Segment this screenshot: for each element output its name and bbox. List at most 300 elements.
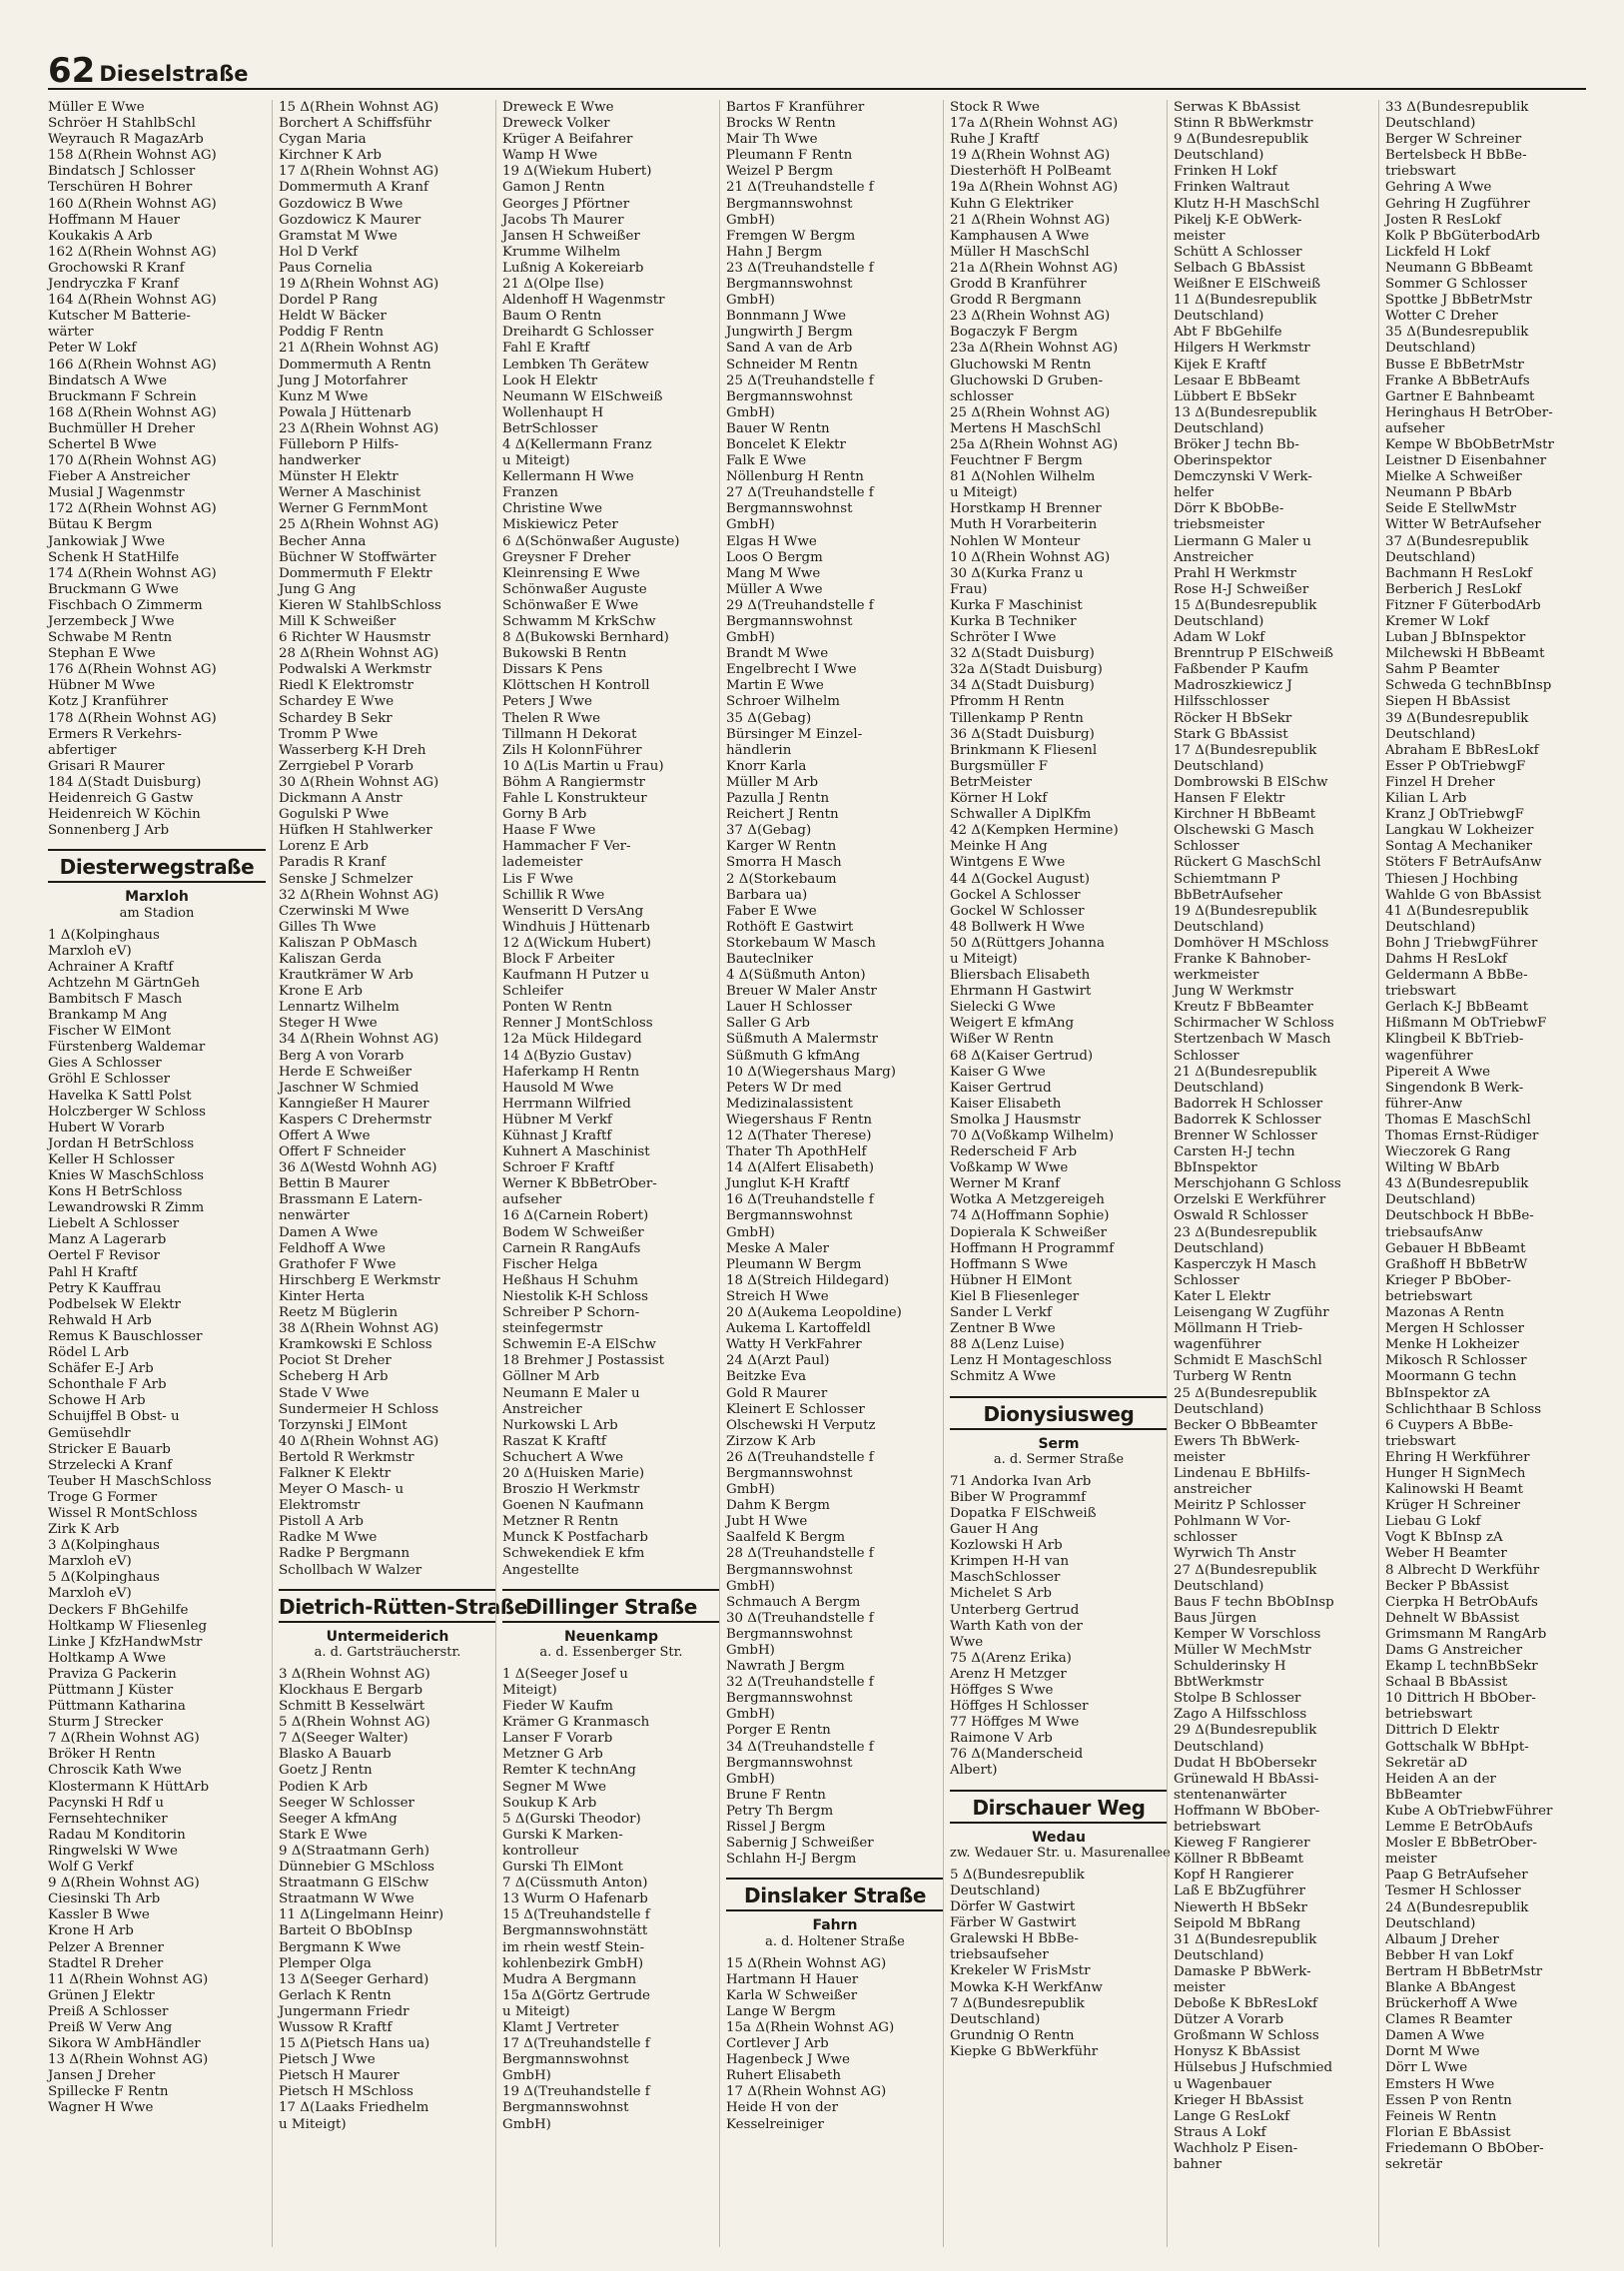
- directory-entry: Kiel B Fliesenleger: [950, 1288, 1080, 1304]
- directory-entry: 17 Δ(Rhein Wohnst AG): [279, 164, 439, 180]
- directory-entry: Dünnebier G MSchloss: [279, 1860, 435, 1876]
- directory-entry: Deutschland): [1174, 614, 1264, 629]
- directory-entry: Jordan H BetrSchloss: [48, 1136, 195, 1151]
- directory-entry: Broszio H Werkmstr: [502, 1482, 640, 1498]
- directory-entry: Becker P BbAssist: [1385, 1578, 1509, 1594]
- directory-entry: 4 Δ(Kellermann Franz: [502, 436, 652, 452]
- directory-entry: betriebswart: [1385, 1707, 1473, 1723]
- directory-entry: Kutscher M Batterie-: [48, 309, 191, 325]
- directory-entry: Achtzehn M GärtnGeh: [48, 975, 200, 991]
- column-6: [1167, 100, 1379, 2247]
- directory-entry: Munck K Postfacharb: [502, 1530, 648, 1546]
- directory-entry: 16 Δ(Carnein Robert): [502, 1208, 649, 1224]
- directory-entry: 37 Δ(Bundesrepublik: [1385, 533, 1529, 549]
- directory-entry: Heiden A an der: [1385, 1771, 1496, 1787]
- directory-entry: Feuchtner F Bergm: [950, 453, 1083, 469]
- directory-entry: betriebswart: [1385, 1288, 1473, 1304]
- directory-entry: kohlenbezirk GmbH): [502, 1955, 644, 1971]
- directory-entry: Lickfeld H Lokf: [1385, 244, 1490, 260]
- directory-entry: meister: [1174, 1979, 1225, 1995]
- directory-entry: 37 Δ(Gebag): [726, 823, 812, 839]
- directory-entry: Podwalski A Werkmstr: [279, 662, 431, 678]
- directory-entry: Seipold M BbRang: [1174, 1915, 1301, 1931]
- directory-entry: 17 Δ(Treuhandstelle f: [502, 2036, 650, 2052]
- directory-entry: Zirzow K Arb: [726, 1433, 816, 1449]
- directory-entry: 21 Δ(Rhein Wohnst AG): [950, 212, 1111, 228]
- directory-entry: Lemme E BetrObAufs: [1385, 1820, 1533, 1836]
- directory-entry: 74 Δ(Hoffmann Sophie): [950, 1208, 1110, 1224]
- directory-entry: Rose H-J Schweißer: [1174, 581, 1309, 597]
- directory-entry: Dehnelt W BbAssist: [1385, 1610, 1520, 1626]
- directory-entry: Kesselreiniger: [726, 2116, 824, 2132]
- directory-entry: Wintgens E Wwe: [950, 855, 1066, 871]
- directory-entry: 6 Richter W Hausmstr: [279, 630, 430, 646]
- directory-entry: Ruhe J Kraftf: [950, 132, 1039, 148]
- directory-entry: Wwe: [950, 1634, 984, 1650]
- directory-entry: Lesaar E BbBeamt: [1174, 373, 1300, 388]
- directory-entry: Jung J Motorfahrer: [279, 373, 407, 388]
- directory-entry: Fischer Helga: [502, 1256, 598, 1272]
- directory-entry: Paus Cornelia: [279, 260, 373, 276]
- directory-entry: Deutschland): [1385, 116, 1476, 132]
- column-1: [48, 100, 266, 2247]
- directory-entry: 71 Andorka Ivan Arb: [950, 1473, 1092, 1489]
- directory-entry: BbBeamter: [1385, 1787, 1462, 1803]
- directory-entry: 32 Δ(Rhein Wohnst AG): [279, 887, 439, 903]
- directory-entry: Laß E BbZugführer: [1174, 1884, 1305, 1899]
- directory-entry: 20 Δ(Aukema Leopoldine): [726, 1305, 902, 1321]
- directory-entry: Sontag A Mechaniker: [1385, 839, 1533, 855]
- directory-entry: Clames R Beamter: [1385, 2012, 1512, 2028]
- directory-entry: Keller H Schlosser: [48, 1151, 175, 1167]
- directory-entry: 36 Δ(Stadt Duisburg): [950, 726, 1095, 742]
- directory-entry: Kotz J Kranführer: [48, 694, 168, 710]
- street-location: am Stadion: [119, 905, 195, 921]
- directory-entry: Frau): [950, 581, 988, 597]
- directory-entry: Czerwinski M Wwe: [279, 903, 409, 919]
- directory-entry: Moormann G techn: [1385, 1369, 1517, 1385]
- directory-entry: Klöttschen H Kontroll: [502, 678, 650, 694]
- directory-entry: Faßbender P Kaufm: [1174, 662, 1309, 678]
- directory-entry: Bergmannswohnstätt: [502, 1923, 648, 1939]
- directory-entry: Schleifer: [502, 984, 564, 1000]
- directory-entry: Jerzembeck J Wwe: [48, 614, 175, 629]
- directory-entry: Bergmannswohnst: [726, 1755, 853, 1771]
- directory-entry: Mertens H MaschSchl: [950, 420, 1102, 436]
- directory-entry: Jung G Ang: [279, 581, 357, 597]
- directory-entry: Bürsinger M Einzel-: [726, 726, 863, 742]
- directory-entry: Baus F techn BbObInsp: [1174, 1594, 1334, 1610]
- directory-entry: Emsters H Wwe: [1385, 2076, 1495, 2092]
- directory-entry: wagenführer: [1174, 1337, 1261, 1353]
- directory-entry: 15 Δ(Treuhandstelle f: [502, 1907, 650, 1923]
- directory-entry: Göllner M Arb: [502, 1369, 600, 1385]
- directory-entry: 162 Δ(Rhein Wohnst AG): [48, 244, 217, 260]
- directory-entry: 5 Δ(Rhein Wohnst AG): [279, 1715, 430, 1731]
- directory-entry: 21 Δ(Treuhandstelle f: [726, 180, 874, 196]
- directory-entry: Dopatka F ElSchweiß: [950, 1505, 1097, 1521]
- directory-entry: Florian E BbAssist: [1385, 2124, 1511, 2140]
- directory-entry: Pelzer A Brenner: [48, 1939, 164, 1955]
- directory-entry: Porger E Rentn: [726, 1723, 831, 1739]
- directory-entry: Schütt A Schlosser: [1174, 244, 1302, 260]
- directory-entry: Jungwirth J Bergm: [726, 325, 853, 341]
- directory-entry: Haferkamp H Rentn: [502, 1064, 640, 1080]
- directory-entry: 29 Δ(Treuhandstelle f: [726, 597, 874, 613]
- directory-entry: 68 Δ(Kaiser Gertrud): [950, 1048, 1094, 1064]
- directory-entry: Hol D Verkf: [279, 244, 359, 260]
- directory-entry: Schlosser: [1174, 839, 1239, 855]
- directory-entry: Gemüsehdlr: [48, 1425, 131, 1441]
- directory-entry: Feldhoff A Wwe: [279, 1240, 386, 1256]
- directory-entry: Dopierala K Schweißer: [950, 1224, 1107, 1240]
- directory-entry: Hißmann M ObTriebwF: [1385, 1016, 1547, 1032]
- directory-entry: Sommer G Schlosser: [1385, 277, 1527, 293]
- directory-entry: Schneider M Rentn: [726, 357, 858, 373]
- directory-entry: Unterberg Gertrud: [950, 1602, 1080, 1618]
- directory-entry: 4 Δ(Süßmuth Anton): [726, 968, 866, 984]
- directory-entry: Deboße K BbResLokf: [1174, 1996, 1317, 2012]
- directory-entry: 44 Δ(Gockel August): [950, 871, 1090, 887]
- directory-entry: Deutschland): [1385, 549, 1476, 565]
- directory-entry: Greysner F Dreher: [502, 549, 631, 565]
- directory-entry: Musial J Wagenmstr: [48, 485, 185, 501]
- directory-entry: 1 Δ(Seeger Josef u: [502, 1666, 628, 1682]
- directory-entry: Prahl H Werkmstr: [1174, 565, 1296, 581]
- directory-entry: Albert): [950, 1763, 998, 1779]
- directory-entry: Pazulla J Rentn: [726, 791, 830, 807]
- directory-entry: 160 Δ(Rhein Wohnst AG): [48, 196, 217, 212]
- directory-entry: Dornt M Wwe: [1385, 2044, 1480, 2060]
- directory-entry: Schlosser: [1174, 1272, 1239, 1288]
- directory-entry: anstreicher: [1174, 1482, 1251, 1498]
- directory-entry: GmbH): [726, 1707, 775, 1723]
- directory-entry: Kamphausen A Wwe: [950, 228, 1090, 244]
- directory-entry: Ehrmann H Gastwirt: [950, 984, 1092, 1000]
- directory-entry: Heßhaus H Schuhm: [502, 1272, 639, 1288]
- page-running-title: Dieselstraße: [99, 62, 249, 86]
- directory-entry: 19a Δ(Rhein Wohnst AG): [950, 180, 1119, 196]
- directory-entry: 16 Δ(Treuhandstelle f: [726, 1192, 874, 1208]
- directory-entry: Kons H BetrSchloss: [48, 1184, 183, 1200]
- directory-entry: Schmauch A Bergm: [726, 1594, 861, 1610]
- directory-entry: Kunz M Wwe: [279, 388, 369, 404]
- directory-entry: Gozdowicz B Wwe: [279, 196, 404, 212]
- directory-entry: 18 Brehmer J Postassist: [502, 1353, 665, 1369]
- directory-entry: Deutschland): [1174, 919, 1264, 935]
- directory-entry: Petry Th Bergm: [726, 1803, 834, 1819]
- directory-entry: Stock R Wwe: [950, 100, 1040, 115]
- directory-entry: Nurkowski L Arb: [502, 1417, 618, 1433]
- directory-entry: Bruckmann G Wwe: [48, 581, 179, 597]
- directory-entry: Köllner R BbBeamt: [1174, 1852, 1304, 1868]
- directory-entry: Gogulski P Wwe: [279, 807, 390, 823]
- directory-entry: Stark E Wwe: [279, 1827, 368, 1843]
- directory-entry: Deutschland): [1385, 341, 1476, 357]
- directory-entry: Stricker E Bauarb: [48, 1441, 171, 1457]
- directory-entry: Anstreicher: [1174, 549, 1253, 565]
- directory-entry: 17a Δ(Rhein Wohnst AG): [950, 116, 1119, 132]
- directory-entry: 10 Dittrich H BbOber-: [1385, 1691, 1536, 1707]
- directory-entry: Kieren W StahlbSchloss: [279, 597, 441, 613]
- directory-entry: Grodd B Kranführer: [950, 277, 1087, 293]
- column-5: [943, 100, 1171, 2247]
- directory-entry: Fieber A Anstreicher: [48, 469, 191, 485]
- directory-entry: Klamt J Vertreter: [502, 2019, 619, 2035]
- directory-entry: Preiß W Verw Ang: [48, 2019, 173, 2035]
- directory-entry: Röcker H BbSekr: [1174, 710, 1292, 726]
- directory-entry: Warth Kath von der: [950, 1618, 1083, 1634]
- directory-entry: Heldt W Bäcker: [279, 309, 387, 325]
- directory-entry: handwerker: [279, 453, 362, 469]
- directory-entry: Lewandrowski R Zimm: [48, 1200, 205, 1216]
- directory-entry: Barteit O BbObInsp: [279, 1923, 413, 1939]
- directory-entry: BbBetrAufseher: [1174, 887, 1282, 903]
- directory-entry: Zago A Hilfsschloss: [1174, 1707, 1307, 1723]
- directory-entry: MaschSchlosser: [950, 1570, 1061, 1586]
- directory-entry: Wolf G Verkf: [48, 1860, 134, 1876]
- directory-entry: Bartos F Kranführer: [726, 100, 865, 115]
- directory-entry: GmbH): [726, 517, 775, 533]
- directory-entry: Lembken Th Gerätew: [502, 357, 649, 373]
- directory-entry: Kanngießer H Maurer: [279, 1096, 429, 1112]
- directory-entry: Strzelecki A Kranf: [48, 1457, 173, 1473]
- street-heading: Dinslaker Straße: [726, 1878, 944, 1911]
- directory-entry: Hagenbeck J Wwe: [726, 2052, 850, 2068]
- directory-entry: Marxloh eV): [48, 1554, 132, 1570]
- directory-entry: GmbH): [726, 1578, 775, 1594]
- directory-entry: Mudra A Bergmann: [502, 1971, 637, 1987]
- directory-entry: Loos O Bergm: [726, 549, 823, 565]
- directory-entry: Kube A ObTriebwFührer: [1385, 1803, 1553, 1819]
- directory-entry: Offert F Schneider: [279, 1144, 406, 1160]
- directory-entry: 34 Δ(Treuhandstelle f: [726, 1739, 874, 1755]
- directory-entry: 25 Δ(Treuhandstelle f: [726, 373, 874, 388]
- directory-entry: triebsmeister: [1174, 517, 1264, 533]
- directory-entry: Raimone V Arb: [950, 1731, 1053, 1747]
- directory-entry: Schäfer E-J Arb: [48, 1361, 154, 1377]
- directory-entry: 30 Δ(Treuhandstelle f: [726, 1610, 874, 1626]
- directory-entry: wagenführer: [1385, 1048, 1473, 1064]
- directory-entry: Bauteclniker: [726, 951, 813, 967]
- directory-entry: GmbH): [726, 1643, 775, 1658]
- directory-entry: Dordel P Rang: [279, 293, 379, 309]
- directory-entry: Kirchner K Arb: [279, 148, 382, 164]
- directory-entry: Cierpka H BetrObAufs: [1385, 1594, 1538, 1610]
- directory-entry: Seeger A kfmAng: [279, 1811, 398, 1827]
- directory-entry: Koukakis A Arb: [48, 228, 153, 244]
- directory-entry: Damen A Wwe: [1385, 2028, 1485, 2044]
- directory-entry: Meyer O Masch- u: [279, 1482, 405, 1498]
- directory-entry: 3 Δ(Kolpinghaus: [48, 1538, 160, 1554]
- directory-entry: Grünewald H BbAssi-: [1174, 1771, 1319, 1787]
- directory-entry: BbtWerkmstr: [1174, 1675, 1264, 1691]
- directory-entry: Sturm J Strecker: [48, 1715, 163, 1731]
- directory-entry: 184 Δ(Stadt Duisburg): [48, 774, 202, 790]
- directory-entry: Pistoll A Arb: [279, 1514, 364, 1530]
- directory-entry: Heringhaus H BetrOber-: [1385, 404, 1553, 420]
- directory-entry: Metzner G Arb: [502, 1747, 603, 1763]
- directory-entry: Merschjohann G Schloss: [1174, 1176, 1341, 1192]
- directory-entry: Süßmuth A Malermstr: [726, 1032, 878, 1048]
- directory-entry: Deutschland): [1385, 919, 1476, 935]
- directory-entry: Berger W Schreiner: [1385, 132, 1522, 148]
- directory-entry: Gralewski H BbBe-: [950, 1931, 1079, 1947]
- directory-entry: 9 Δ(Rhein Wohnst AG): [48, 1876, 200, 1892]
- directory-entry: Scheberg H Arb: [279, 1369, 389, 1385]
- directory-entry: Wissel R MontSchloss: [48, 1505, 198, 1521]
- directory-entry: Müller W MechMstr: [1174, 1643, 1311, 1658]
- directory-entry: 10 Δ(Wiegershaus Marg): [726, 1064, 896, 1080]
- directory-entry: Troge G Former: [48, 1489, 158, 1505]
- directory-entry: Vogt K BbInsp zA: [1385, 1530, 1503, 1546]
- directory-entry: Dittrich D Elektr: [1385, 1723, 1499, 1739]
- directory-entry: Kellermann H Wwe: [502, 469, 634, 485]
- page-number: 62: [48, 51, 96, 91]
- directory-entry: Goenen N Kaufmann: [502, 1498, 644, 1514]
- directory-entry: 81 Δ(Nohlen Wilhelm: [950, 469, 1096, 485]
- column-7: [1378, 100, 1593, 2247]
- directory-entry: 7 Δ(Cüssmuth Anton): [502, 1876, 648, 1892]
- directory-entry: 21 Δ(Olpe Ilse): [502, 277, 604, 293]
- directory-entry: bahner: [1174, 2157, 1222, 2172]
- directory-entry: Bogaczyk F Bergm: [950, 325, 1078, 341]
- directory-entry: Marxloh eV): [48, 943, 132, 959]
- directory-entry: Jansen J Dreher: [48, 2068, 156, 2084]
- directory-entry: kontrolleur: [502, 1843, 579, 1859]
- directory-entry: 28 Δ(Rhein Wohnst AG): [279, 646, 439, 662]
- directory-entry: Kinter Herta: [279, 1288, 366, 1304]
- directory-entry: GmbH): [726, 1771, 775, 1787]
- directory-entry: Damen A Wwe: [279, 1224, 379, 1240]
- directory-entry: Bergmannswohnst: [726, 1562, 853, 1578]
- directory-entry: Franzen: [502, 485, 558, 501]
- directory-entry: Kranz J ObTriebwgF: [1385, 807, 1524, 823]
- directory-entry: Gurski K Marken-: [502, 1827, 623, 1843]
- directory-entry: Höffges H Schlosser: [950, 1699, 1089, 1715]
- directory-entry: Bachmann H ResLokf: [1385, 565, 1532, 581]
- directory-entry: Milchewski H BbBeamt: [1385, 646, 1545, 662]
- directory-entry: Hilgers H Werkmstr: [1174, 341, 1310, 357]
- directory-entry: Kremer W Lokf: [1385, 614, 1489, 629]
- directory-entry: 10 Δ(Rhein Wohnst AG): [950, 549, 1111, 565]
- directory-entry: Hoffmann H Programmf: [950, 1240, 1115, 1256]
- directory-entry: Windhuis J Hüttenarb: [502, 919, 650, 935]
- directory-entry: Medizinalassistent: [726, 1096, 853, 1112]
- directory-entry: Gilles Th Wwe: [279, 919, 377, 935]
- directory-entry: Berberich J ResLokf: [1385, 581, 1522, 597]
- directory-entry: 23 Δ(Bundesrepublik: [1174, 1224, 1317, 1240]
- directory-entry: Dahm K Bergm: [726, 1498, 830, 1514]
- directory-entry: 17 Δ(Laaks Friedhelm: [279, 2100, 429, 2116]
- directory-entry: Knorr Karla: [726, 758, 807, 774]
- directory-entry: 158 Δ(Rhein Wohnst AG): [48, 148, 217, 164]
- directory-entry: Lindenau E BbHilfs-: [1174, 1465, 1310, 1481]
- directory-entry: Bütau K Bergm: [48, 517, 153, 533]
- directory-entry: Großmann W Schloss: [1174, 2028, 1319, 2044]
- directory-entry: Teuber H MaschSchloss: [48, 1473, 212, 1489]
- directory-entry: 6 Cuypers A BbBe-: [1385, 1417, 1513, 1433]
- directory-entry: Fülleborn P Hilfs-: [279, 436, 400, 452]
- directory-entry: Dörr L Wwe: [1385, 2060, 1468, 2076]
- directory-entry: Fitzner F GüterbodArb: [1385, 597, 1541, 613]
- directory-entry: Olschewski G Masch: [1174, 823, 1314, 839]
- directory-entry: Serwas K BbAssist: [1174, 100, 1300, 115]
- directory-entry: 15 Δ(Bundesrepublik: [1174, 597, 1317, 613]
- directory-entry: Schmitz A Wwe: [950, 1369, 1057, 1385]
- directory-entry: BbInspektor: [1174, 1160, 1257, 1176]
- directory-entry: Pacynski H Rdf u: [48, 1795, 165, 1811]
- directory-entry: Ruhert Elisabeth: [726, 2068, 841, 2084]
- directory-entry: Schiemtmann P: [1174, 871, 1280, 887]
- directory-entry: Gebauer H BbBeamt: [1385, 1240, 1526, 1256]
- directory-entry: Dützer A Vorarb: [1174, 2012, 1284, 2028]
- directory-entry: Peters W Dr med: [726, 1080, 842, 1096]
- directory-entry: Reetz M Büglerin: [279, 1305, 399, 1321]
- directory-entry: 23 Δ(Treuhandstelle f: [726, 260, 874, 276]
- directory-entry: u Miteigt): [950, 951, 1018, 967]
- directory-entry: 1 Δ(Kolpinghaus: [48, 927, 160, 943]
- directory-entry: triebsaufsAnw: [1385, 1224, 1483, 1240]
- directory-entry: Möllmann H Trieb-: [1174, 1321, 1303, 1337]
- directory-entry: 5 Δ(Gurski Theodor): [502, 1811, 641, 1827]
- directory-entry: Oswald R Schlosser: [1174, 1208, 1308, 1224]
- directory-entry: Schaal B BbAssist: [1385, 1675, 1508, 1691]
- directory-entry: Elektromstr: [279, 1498, 361, 1514]
- directory-entry: Olschewski H Verputz: [726, 1417, 876, 1433]
- directory-entry: Schillik R Wwe: [502, 887, 605, 903]
- directory-entry: Buchmüller H Dreher: [48, 420, 196, 436]
- directory-entry: Badorrek H Schlosser: [1174, 1096, 1323, 1112]
- directory-entry: Krimpen H-H van: [950, 1554, 1070, 1570]
- directory-entry: 11 Δ(Lingelmann Heinr): [279, 1907, 444, 1923]
- directory-entry: Fahle L Konstrukteur: [502, 791, 647, 807]
- directory-entry: Damaske P BbWerk-: [1174, 1963, 1311, 1979]
- directory-entry: Wilting W BbArb: [1385, 1160, 1500, 1176]
- directory-entry: GmbH): [502, 2116, 551, 2132]
- directory-entry: Hirschberg E Werkmstr: [279, 1272, 440, 1288]
- directory-entry: Gehring A Wwe: [1385, 180, 1492, 196]
- directory-entry: Werner M Kranf: [950, 1176, 1061, 1192]
- directory-entry: Havelka K Sattl Polst: [48, 1088, 192, 1104]
- directory-entry: Hübner M Verkf: [502, 1112, 612, 1128]
- street-location: a. d. Gartsträucherstr.: [314, 1644, 461, 1660]
- directory-entry: Pietsch H Maurer: [279, 2068, 400, 2084]
- directory-entry: Peters J Wwe: [502, 694, 592, 710]
- directory-entry: Jacobs Th Maurer: [502, 212, 624, 228]
- directory-entry: Miteigt): [502, 1683, 557, 1698]
- directory-entry: Essen P von Rentn: [1385, 2092, 1512, 2108]
- directory-entry: Schenk H StatHilfe: [48, 549, 180, 565]
- directory-entry: Stade V Wwe: [279, 1385, 370, 1401]
- directory-entry: Haase F Wwe: [502, 823, 596, 839]
- directory-entry: Senske J Schmelzer: [279, 871, 413, 887]
- directory-entry: Block F Arbeiter: [502, 951, 615, 967]
- directory-entry: Straatmann W Wwe: [279, 1892, 414, 1907]
- directory-entry: Krieger P BbOber-: [1385, 1272, 1511, 1288]
- directory-entry: Mang M Wwe: [726, 565, 821, 581]
- directory-entry: Lanser F Vorarb: [502, 1731, 613, 1747]
- directory-entry: Gockel W Schlosser: [950, 903, 1085, 919]
- directory-entry: Bertold R Werkmstr: [279, 1449, 414, 1465]
- directory-entry: Krüger A Beifahrer: [502, 132, 633, 148]
- directory-entry: triebsaufseher: [950, 1947, 1049, 1963]
- directory-entry: Mair Th Wwe: [726, 132, 818, 148]
- directory-entry: Kassler B Wwe: [48, 1907, 150, 1923]
- directory-entry: 21 Δ(Bundesrepublik: [1174, 1064, 1317, 1080]
- directory-entry: Segner M Wwe: [502, 1779, 606, 1795]
- directory-entry: Wieczorek G Rang: [1385, 1144, 1511, 1160]
